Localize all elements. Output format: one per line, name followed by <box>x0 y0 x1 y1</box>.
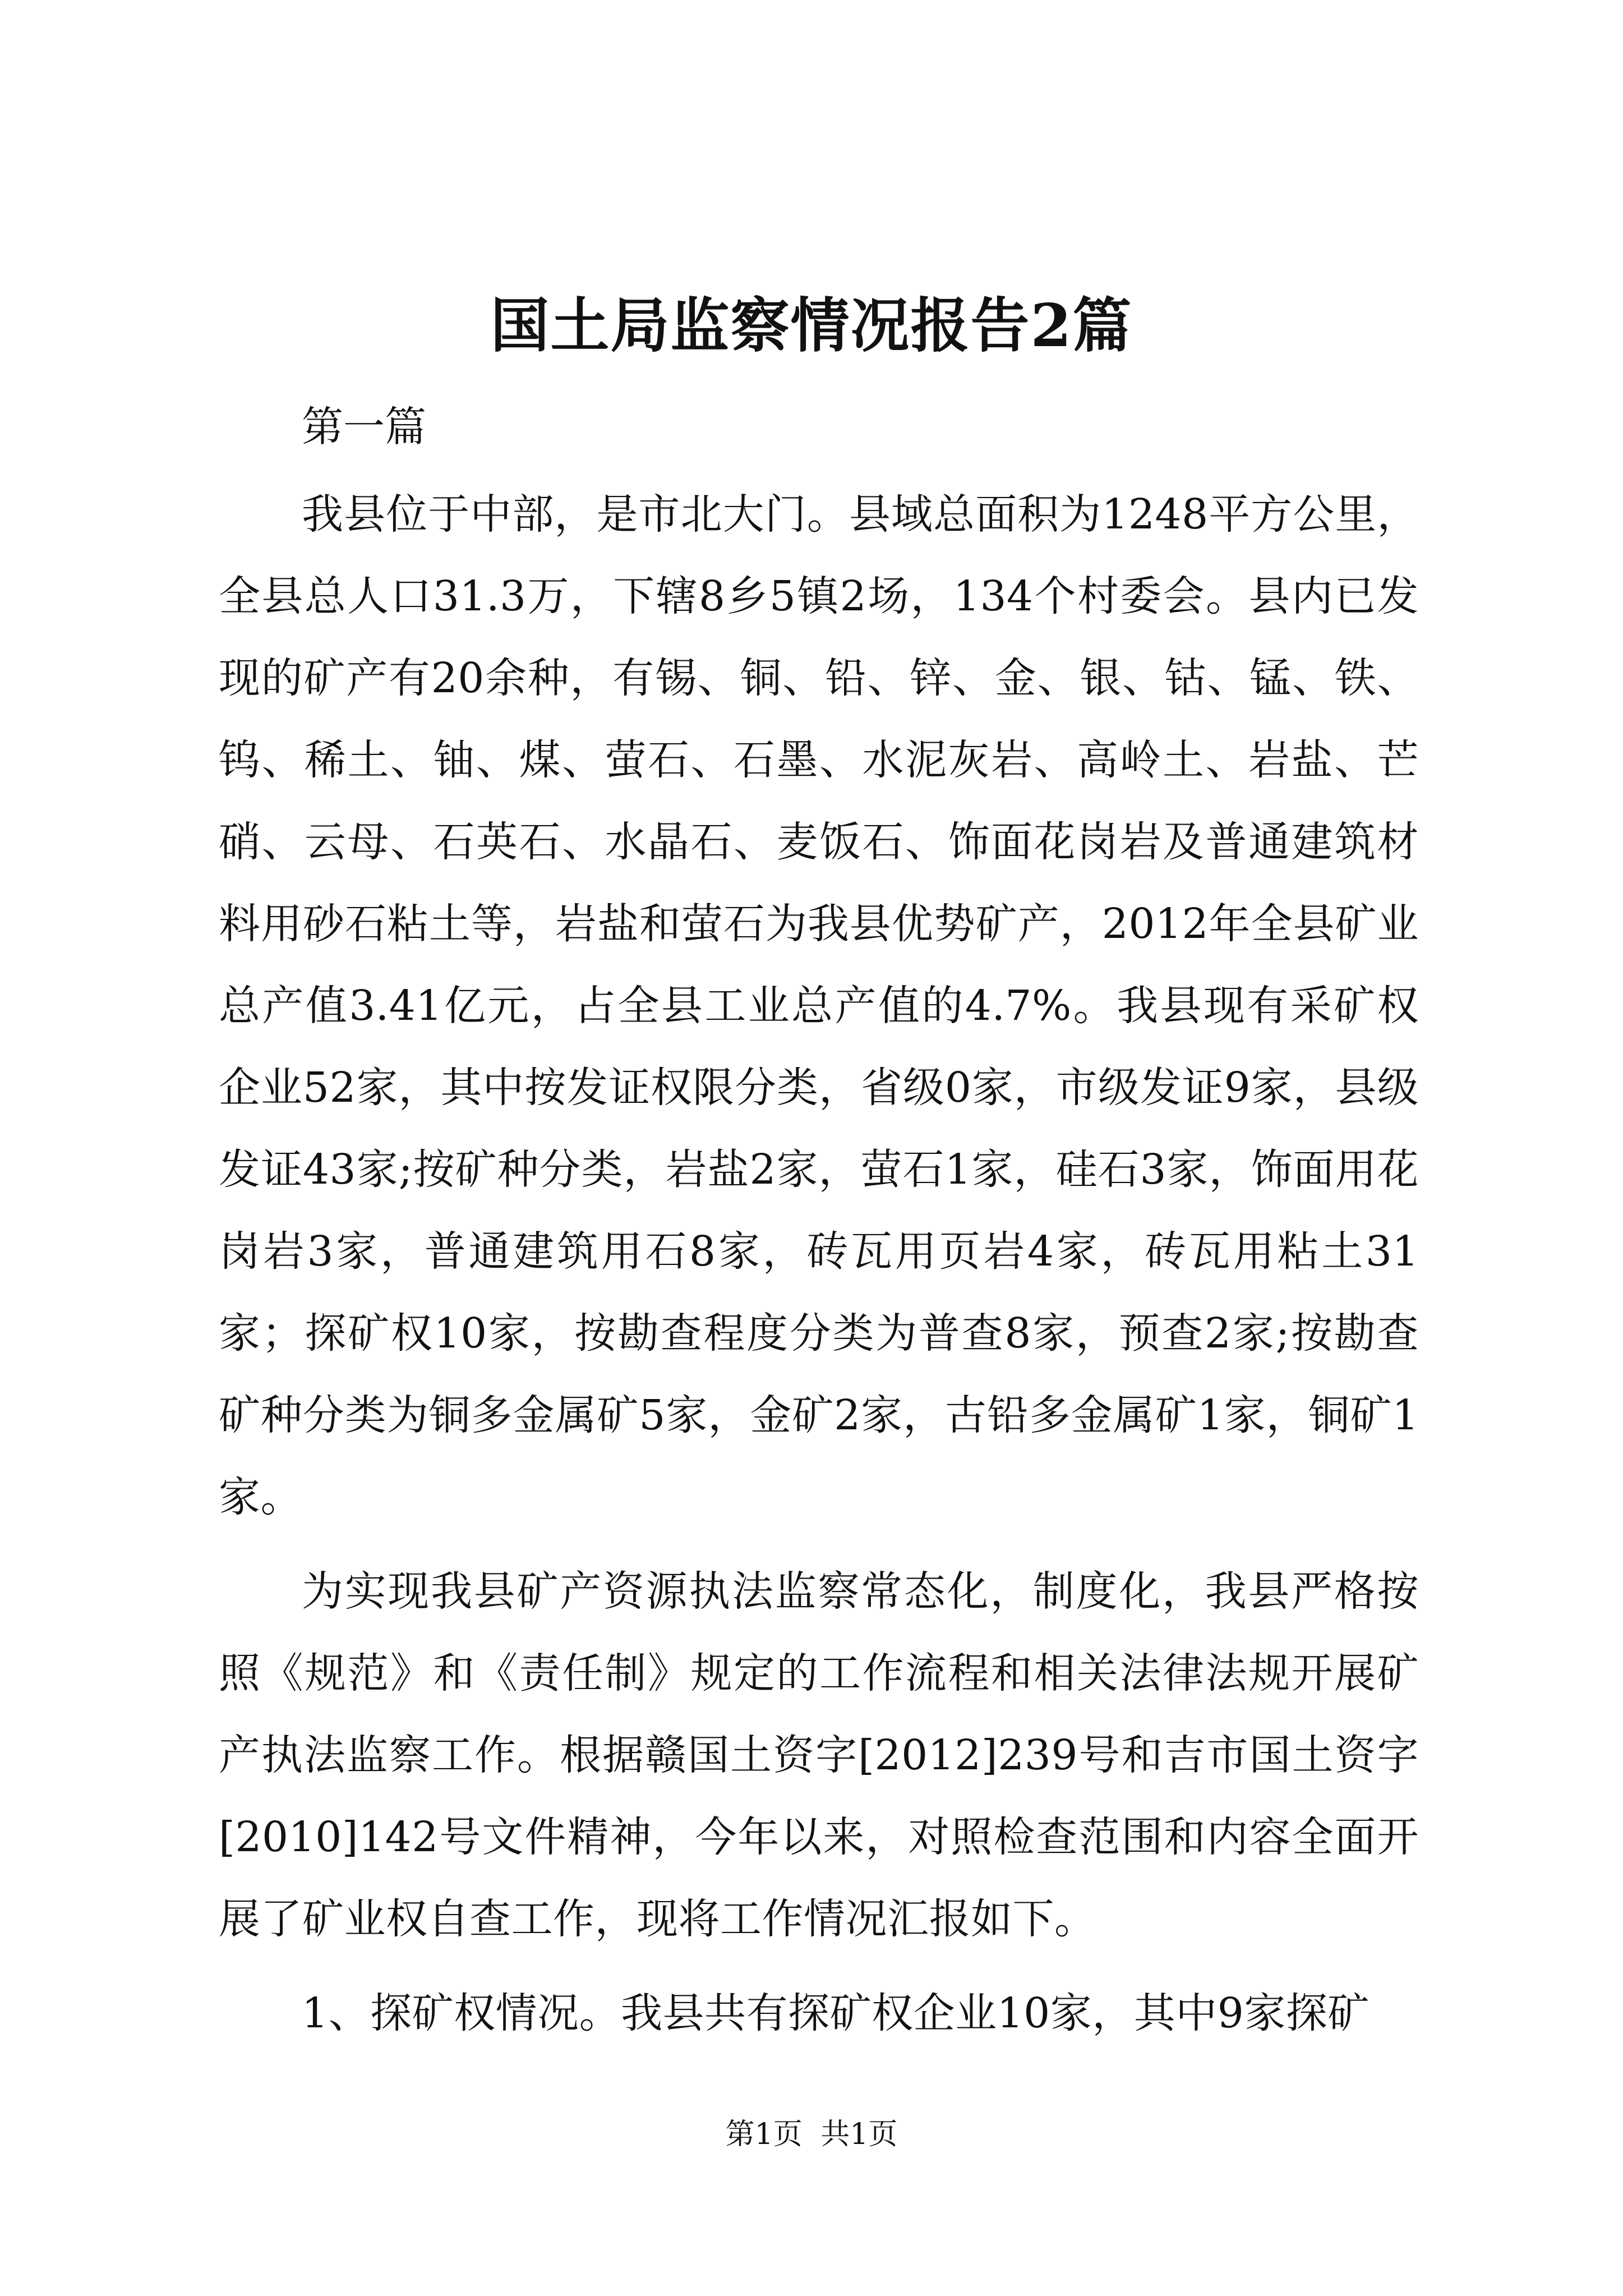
page-footer <box>0 2115 1623 2154</box>
paragraph-exploration: 1、探矿权情况。我县共有探矿权企业10家，其中9家探矿 <box>302 1989 1370 2037</box>
page-number: 第1页 <box>725 2118 803 2151</box>
paragraph-overview: 我县位于中部，是市北大门。县域总面积为1248平方公里，全县总人口31.3万，下辖8乡5镇2场，134个村委会。县内已发现的矿产有20余种，有锡、铜、铅、锌、金、银、钴、锰、铁、钨、稀土、铀、煤、萤石、石墨、水泥灰岩、高岭土、岩盐、芒硝、云母、石英石、水晶石、麦饭石、饰面花岗岩及普通建筑材料用砂石粘土等，岩盐和萤石为我县优势矿产，2012年全县矿业总产值3.41亿元，占全县工业总产值的4.7%。我县现有采矿权企业52家，其中按发证权限分类，省级0家，市级发证9家，县级发证43家;按矿种分类，岩盐2家，萤石1家，硅石3家，饰面用花岗岩3家，普通建筑用石8家，砖瓦用页岩4家，砖瓦用粘土31家；探矿权10家，按勘查程度分类为普查8家，预查2家;按勘查矿种分类为铜多金属矿5家，金矿2家，古铅多金属矿1家，铜矿1家。 <box>219 490 1419 1521</box>
document-body <box>219 386 1419 2067</box>
section-heading: 第一篇 <box>302 403 426 451</box>
document-title: 国土局监察情况报告2篇 <box>490 291 1133 360</box>
page-total: 共1页 <box>820 2118 898 2151</box>
paragraph-inspection: 为实现我县矿产资源执法监察常态化，制度化，我县严格按照《规范》和《责任制》规定的工作流程和相关法律法规开展矿产执法监察工作。根据赣国土资字[2012]239号和吉市国土资字[2010]142号文件精神，今年以来，对照检查范围和内容全面开展了矿业权自查工作，现将工作情况汇报如下。 <box>219 1567 1419 1943</box>
